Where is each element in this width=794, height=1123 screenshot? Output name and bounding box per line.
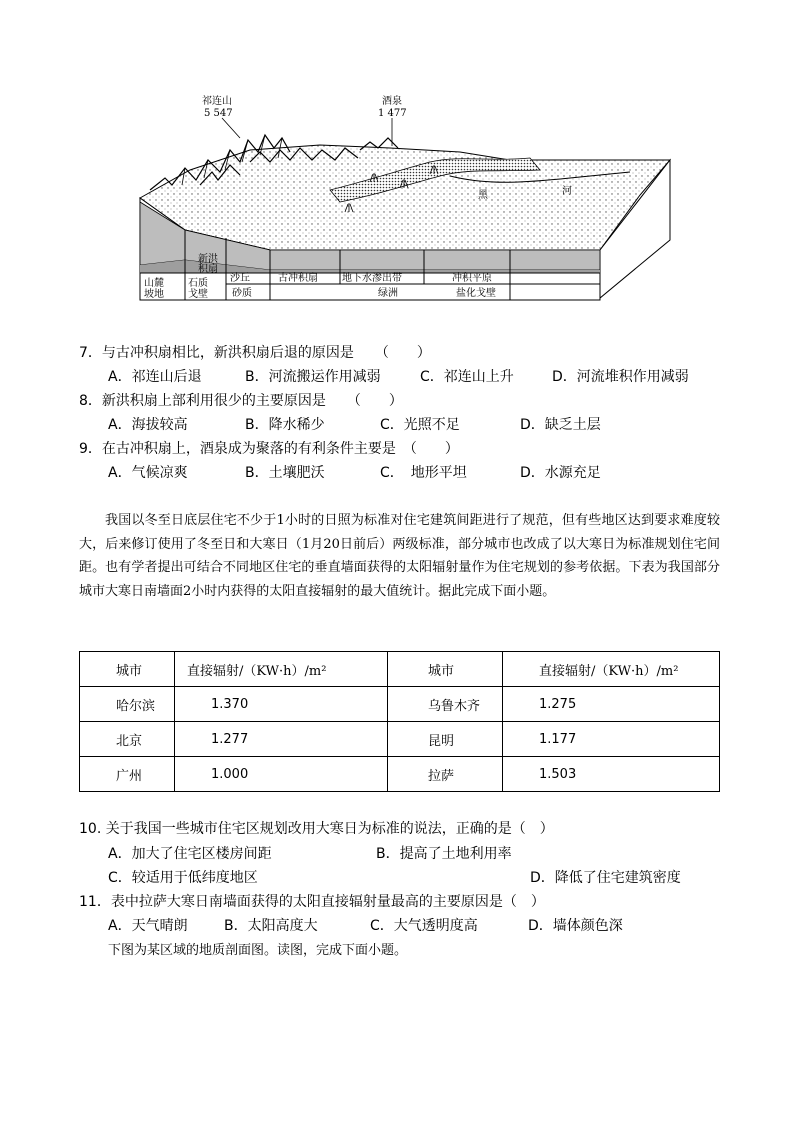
city-cell: 哈尔滨 xyxy=(80,687,175,722)
zone-gobi-1: 石质 xyxy=(188,278,208,289)
zone-sandy: 砂质 xyxy=(232,288,252,299)
city-cell: 广州 xyxy=(80,757,175,792)
radiation-table xyxy=(79,651,720,792)
table-header-row xyxy=(80,652,720,687)
city-cell: 拉萨 xyxy=(388,757,503,792)
river-label-2: 河 xyxy=(562,186,572,197)
q7-option-b[interactable]: B．河流搬运作用减弱 xyxy=(245,369,381,385)
peak2-name: 酒泉 xyxy=(382,96,402,107)
zone-new-fan-2: 积扇 xyxy=(198,264,218,275)
q11-option-a[interactable]: A．天气晴朗 xyxy=(108,918,188,934)
river-label-1: 黑 xyxy=(478,190,488,201)
question-8-stem: 8．新洪积扇上部利用很少的主要原因是 （ ） xyxy=(79,393,403,409)
value-cell: 1.177 xyxy=(503,722,720,757)
question-7-stem: 7．与古冲积扇相比，新洪积扇后退的原因是 （ ） xyxy=(79,345,431,361)
city-cell: 北京 xyxy=(80,722,175,757)
value-cell: 1.000 xyxy=(175,757,388,792)
zone-old-fan: 古冲积扇 xyxy=(278,273,318,284)
q9-option-a[interactable]: A．气候凉爽 xyxy=(108,465,188,481)
question-11-stem: 11．表中拉萨大寒日南墙面获得的太阳直接辐射量最高的主要原因是（ ） xyxy=(79,894,545,910)
question-9-stem: 9．在古冲积扇上，酒泉成为聚落的有利条件主要是 （ ） xyxy=(79,441,459,457)
q11-option-d[interactable]: D．墙体颜色深 xyxy=(528,918,623,934)
q9-option-d[interactable]: D．水源充足 xyxy=(520,465,601,481)
peak2-elevation: 1 477 xyxy=(378,108,407,119)
zone-slope-1: 山麓 xyxy=(144,278,164,289)
q11-option-c[interactable]: C．大气透明度高 xyxy=(370,918,478,934)
q7-option-d[interactable]: D．河流堆积作用减弱 xyxy=(552,369,689,385)
zone-plain: 冲积平原 xyxy=(452,273,492,284)
q9-option-b[interactable]: B．土壤肥沃 xyxy=(245,465,325,481)
table-row xyxy=(80,687,720,722)
peak1-elevation: 5 547 xyxy=(204,108,233,119)
zone-groundwater: 地下水渗出带 xyxy=(342,273,402,284)
table-row xyxy=(80,722,720,757)
zone-oasis: 绿洲 xyxy=(378,288,398,299)
city-cell: 乌鲁木齐 xyxy=(388,687,503,722)
q9-option-c[interactable]: C． 地形平坦 xyxy=(380,465,467,481)
header-city-1: 城市 xyxy=(80,652,175,687)
q11-option-b[interactable]: B．太阳高度大 xyxy=(224,918,318,934)
passage: 我国以冬至日底层住宅不少于1小时的日照为标准对住宅建筑间距进行了规范，但有些地区达到要求难度较大，后来修订使用了冬至日和大寒日（1月20日前后）两级标准，部分城市也改成了以大寒日为标准规划住宅间距。也有学者提出可结合不同地区住宅的垂直墙面获得的太阳辐射量作为住宅规划的参考依据。下表为我国部分城市大寒日南墙面2小时内获得的太阳直接辐射的最大值统计。据此完成下面小题。 xyxy=(79,513,720,599)
header-city-2: 城市 xyxy=(388,652,503,687)
zone-dune: 沙丘 xyxy=(230,273,250,284)
zone-new-fan-1: 新洪 xyxy=(198,254,218,265)
zone-salt: 盐化戈壁 xyxy=(456,288,496,299)
footer-instruction: 下图为某区域的地质剖面图。读图，完成下面小题。 xyxy=(108,943,408,958)
value-cell: 1.370 xyxy=(175,687,388,722)
value-cell: 1.275 xyxy=(503,687,720,722)
value-cell: 1.277 xyxy=(175,722,388,757)
q7-option-c[interactable]: C．祁连山上升 xyxy=(420,369,514,385)
q10-option-c[interactable]: C．较适用于低纬度地区 xyxy=(108,870,258,886)
zone-gobi-2: 戈壁 xyxy=(188,289,208,300)
q8-option-a[interactable]: A．海拔较高 xyxy=(108,417,188,433)
table-row xyxy=(80,757,720,792)
value-cell: 1.503 xyxy=(503,757,720,792)
q8-option-b[interactable]: B．降水稀少 xyxy=(245,417,325,433)
q10-option-b[interactable]: B．提高了土地利用率 xyxy=(376,846,512,862)
geology-block-diagram xyxy=(130,90,680,305)
q7-option-a[interactable]: A．祁连山后退 xyxy=(108,369,202,385)
city-cell: 昆明 xyxy=(388,722,503,757)
q8-option-d[interactable]: D．缺乏土层 xyxy=(520,417,601,433)
q10-option-a[interactable]: A．加大了住宅区楼房间距 xyxy=(108,846,272,862)
header-radiation-2: 直接辐射/（KW·h）/m² xyxy=(503,652,720,687)
q10-option-d[interactable]: D．降低了住宅建筑密度 xyxy=(530,870,681,886)
q8-option-c[interactable]: C．光照不足 xyxy=(380,417,460,433)
header-radiation-1: 直接辐射/（KW·h）/m² xyxy=(175,652,388,687)
peak1-name: 祁连山 xyxy=(202,96,232,107)
zone-slope-2: 坡地 xyxy=(144,289,164,300)
question-10-stem: 10. 关于我国一些城市住宅区规划改用大寒日为标准的说法，正确的是（ ） xyxy=(79,821,554,837)
